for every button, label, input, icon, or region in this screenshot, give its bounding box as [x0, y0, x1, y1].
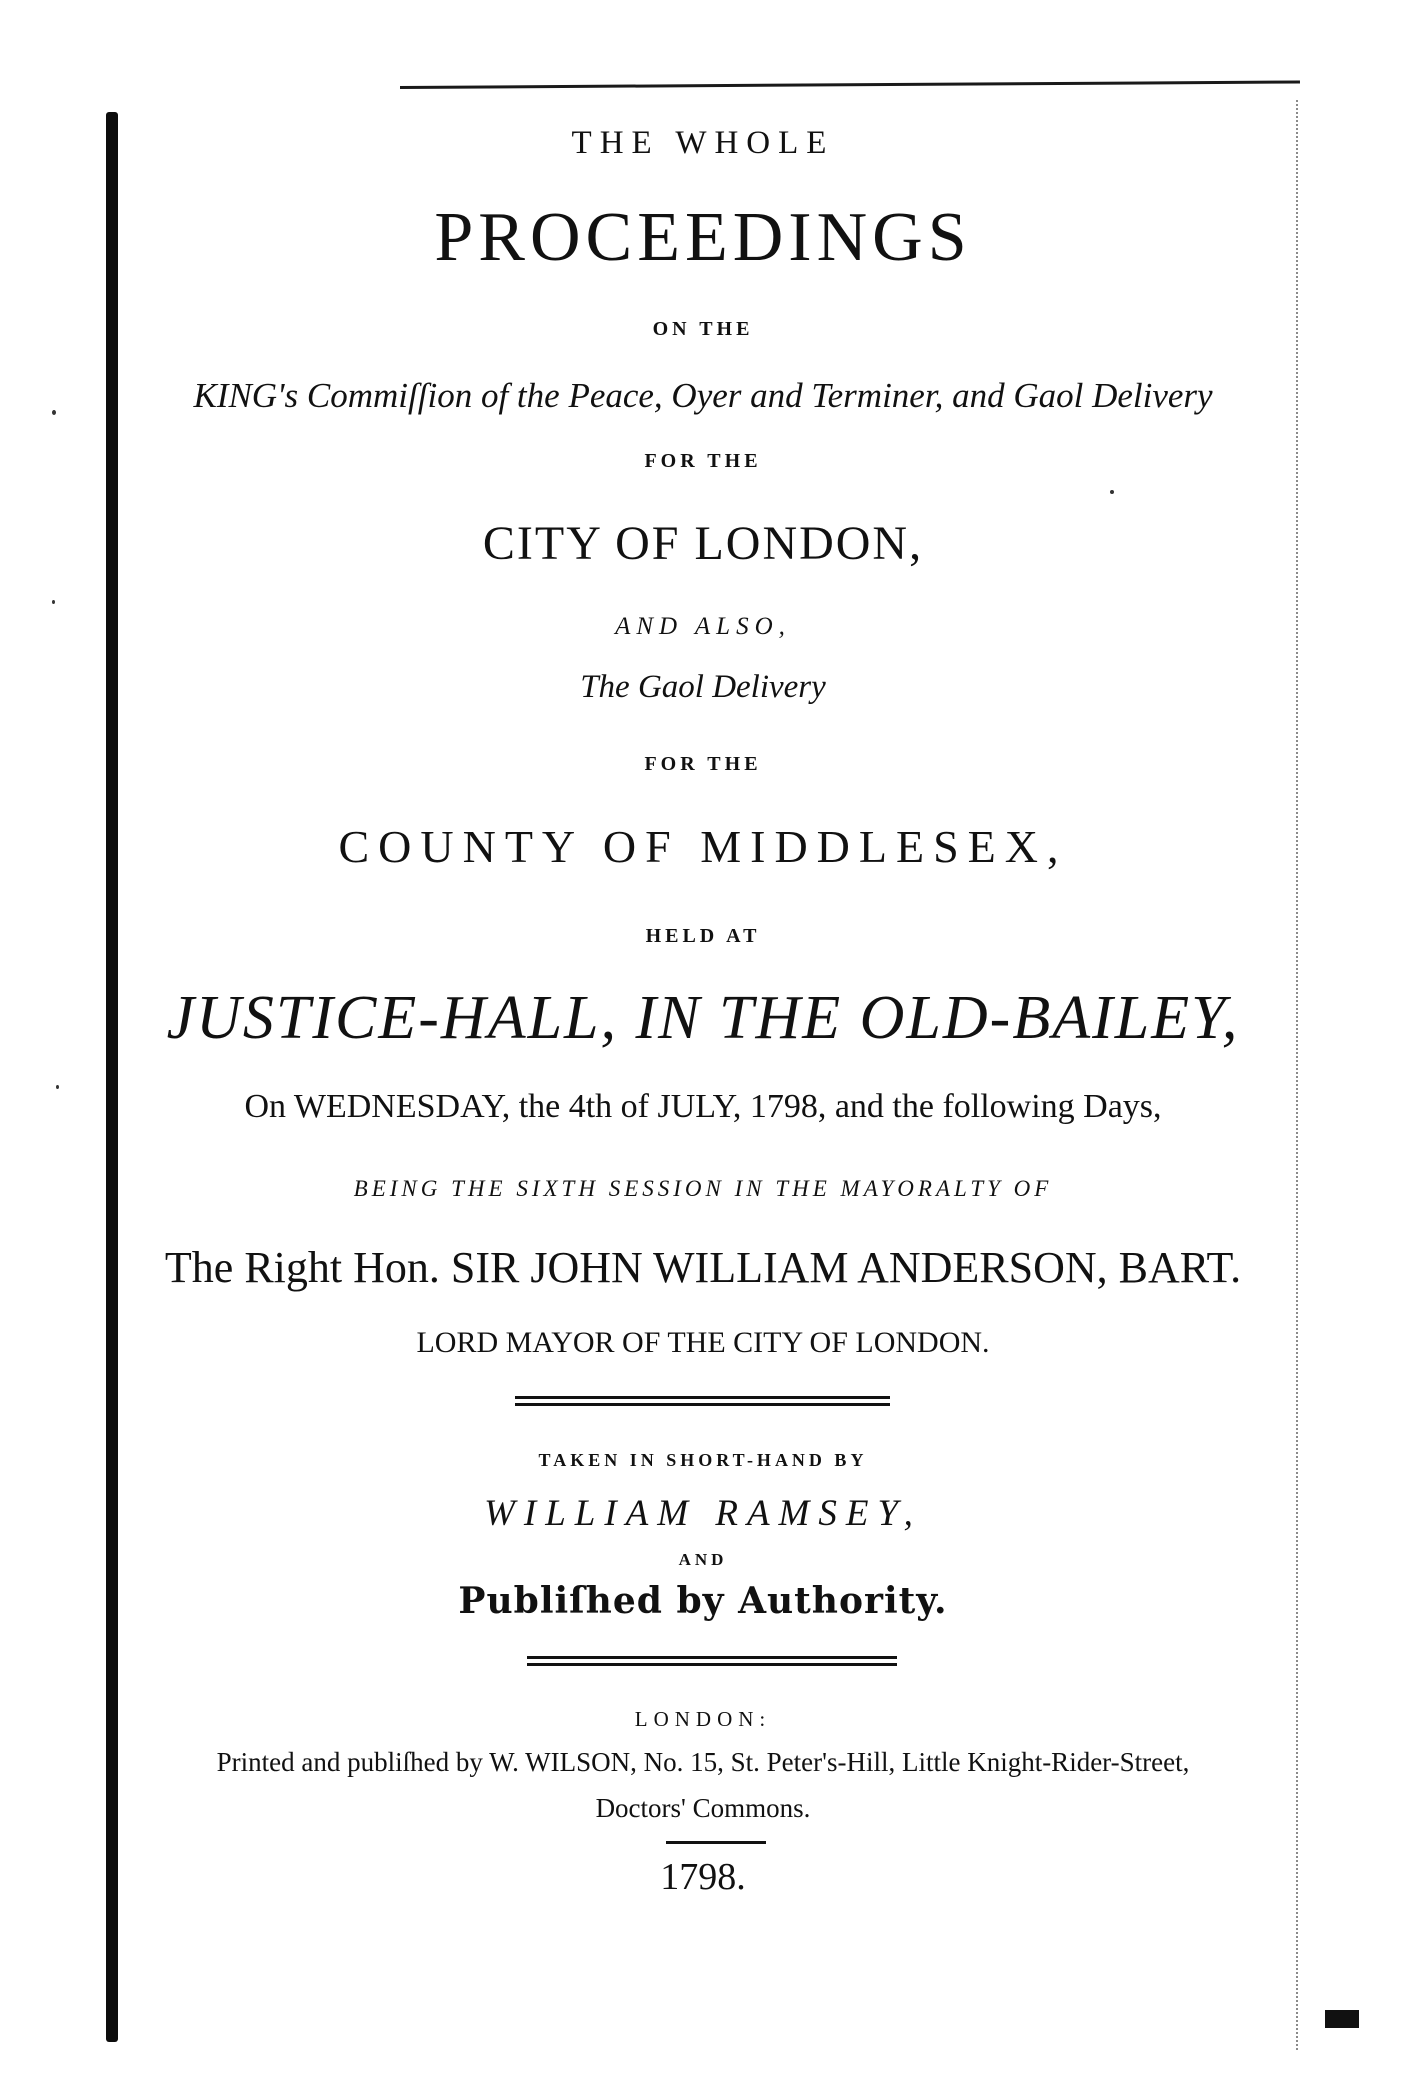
text-held-at: HELD AT	[645, 925, 761, 947]
text-lord-mayor-name: The Right Hon. SIR JOHN WILLIAM ANDERSON, BART.	[164, 1243, 1242, 1292]
text-printer-address: Doctors' Commons.	[595, 1793, 811, 1823]
double-rule-divider	[515, 1396, 890, 1406]
text-lord-mayor-title: LORD MAYOR OF THE CITY OF LONDON.	[416, 1326, 990, 1359]
text-for-the: FOR THE	[644, 450, 762, 472]
corner-ink-mark	[1325, 2010, 1359, 2028]
text-commission: KING's Commiſſion of the Peace, Oyer and Terminer, and Gaol Delivery	[193, 376, 1213, 415]
double-rule-divider	[527, 1656, 897, 1666]
text-taken-in-short-hand: TAKEN IN SHORT-HAND BY	[538, 1450, 868, 1470]
heading-city-of-london: CITY OF LONDON,	[482, 517, 924, 570]
heading-the-whole: THE WHOLE	[571, 125, 835, 161]
text-publication-year: 1798.	[660, 1856, 746, 1898]
text-sixth-session: BEING THE SIXTH SESSION IN THE MAYORALTY OF	[353, 1176, 1053, 1201]
short-rule-divider	[666, 1841, 766, 1844]
heading-proceedings: PROCEEDINGS	[434, 199, 972, 276]
text-and-also: AND ALSO,	[615, 613, 791, 640]
text-published-by-authority: Publiſhed by Authority.	[458, 1580, 948, 1622]
text-reporter-name: WILLIAM RAMSEY,	[484, 1493, 922, 1534]
text-gaol-delivery: The Gaol Delivery	[580, 669, 826, 705]
ink-speck	[1110, 490, 1114, 494]
heading-justice-hall: JUSTICE-HALL, IN THE OLD-BAILEY,	[166, 984, 1240, 1052]
text-and: AND	[678, 1550, 728, 1569]
text-imprint-london: LONDON:	[634, 1707, 772, 1731]
top-page-edge	[400, 81, 1300, 89]
text-session-date: On WEDNESDAY, the 4th of JULY, 1798, and the following Days,	[244, 1088, 1162, 1125]
heading-county-of-middlesex: COUNTY OF MIDDLESEX,	[338, 821, 1068, 872]
text-printer: Printed and publiſhed by W. WILSON, No. 15, St. Peter's-Hill, Little Knight-Rider-Street,	[216, 1747, 1190, 1777]
text-for-the: FOR THE	[644, 753, 762, 775]
text-on-the: ON THE	[652, 318, 754, 340]
ink-speck	[52, 600, 55, 604]
